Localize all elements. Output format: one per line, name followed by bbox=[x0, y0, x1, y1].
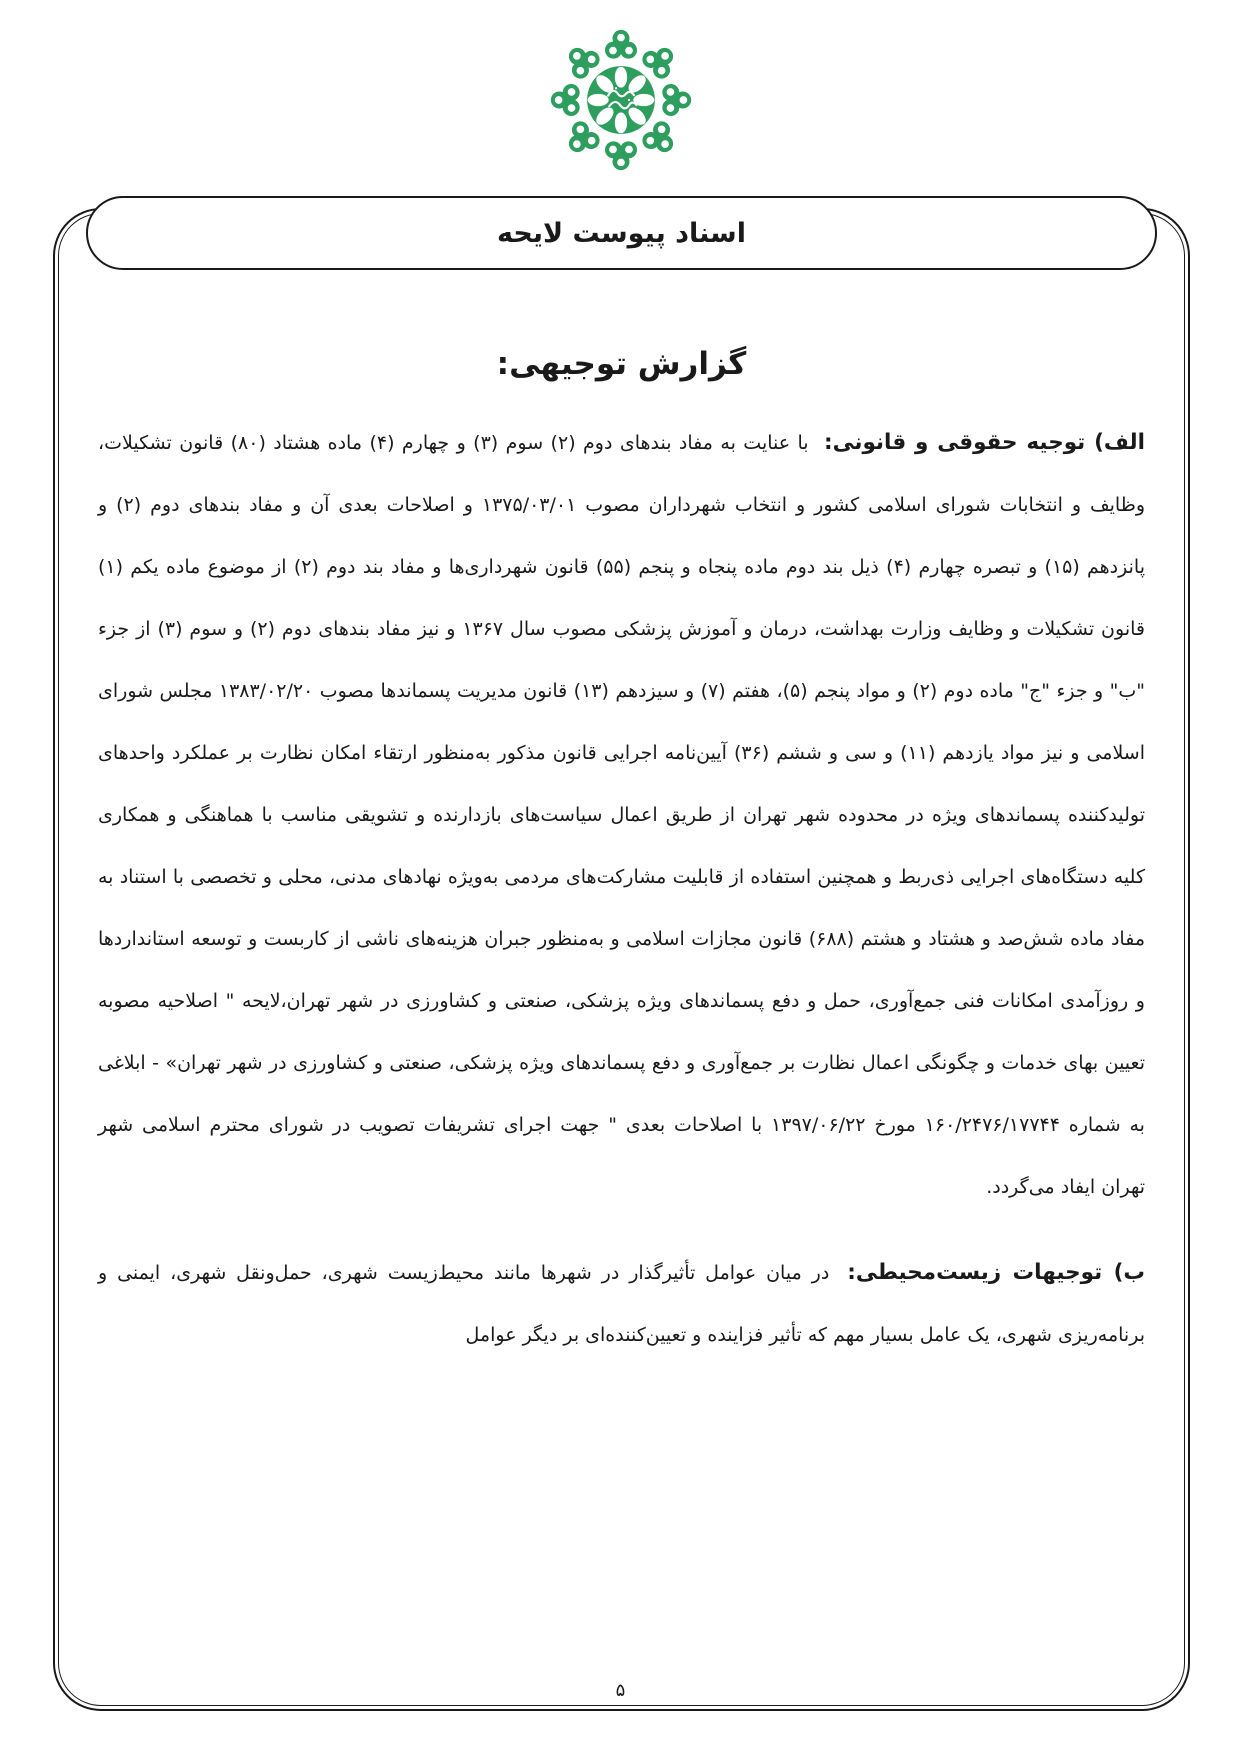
section-a-paragraph bbox=[98, 412, 1145, 1218]
document-content bbox=[53, 208, 1190, 1711]
header-banner bbox=[86, 196, 1157, 270]
page-number: ۵ bbox=[615, 1680, 626, 1701]
tehran-municipality-logo bbox=[547, 26, 695, 174]
section-a-heading: الف) توجیه حقوقی و قانونی: bbox=[824, 430, 1145, 455]
section-b-heading: ب) توجیهات زیست‌محیطی: bbox=[847, 1260, 1146, 1285]
section-b-body: در میان عوامل تأثیرگذار در شهرها مانند محیط‌زیست شهری، حمل‌ونقل شهری، ایمنی و برنامه‌ریزی شهری، یک عامل بسیار مهم که تأثیر فزاینده و تعیین‌کننده‌ای بر دیگر عوامل bbox=[98, 1262, 1145, 1346]
document-title: گزارش توجیهی: bbox=[496, 346, 747, 382]
banner-title: اسناد پیوست لایحه bbox=[497, 217, 746, 249]
section-a-body: با عنایت به مفاد بندهای دوم (۲) سوم (۳) و چهارم (۴) ماده هشتاد (۸۰) قانون تشکیلات، وظایف و انتخابات شورای اسلامی کشور و انتخاب شهرداران مصوب ۱۳۷۵/۰۳/۰۱ و اصلاحات بعدی آن و مفاد بندهای دوم (۲) و پانزدهم (۱۵) و تبصره چهارم (۴) ذیل بند دوم ماده پنجاه و پنجم (۵۵) قانون شهرداری‌ها و مفاد بند دوم (۲) از موضوع ماده یکم (۱) قانون تشکیلات و وظایف وزارت بهداشت، درمان و آموزش پزشکی مصوب سال ۱۳۶۷ و نیز مفاد بندهای دوم (۲) و سوم (۳) از جزء "ب" و جزء "ج" ماده دوم (۲) و مواد پنجم (۵)، هفتم (۷) و سیزدهم (۱۳) قانون مدیریت پسماندها مصوب ۱۳۸۳/۰۲/۲۰ مجلس شورای اسلامی و نیز مواد یازدهم (۱۱) و سی و ششم (۳۶) آیین‌نامه اجرایی قانون مذکور به‌منظور ارتقاء امکان نظارت بر عملکرد واحدهای تولیدکننده پسماندهای ویژه در محدوده شهر تهران از طریق اعمال سیاست‌های بازدارنده و تشویقی مناسب با هماهنگی و همکاری کلیه دستگاه‌های اجرایی ذی‌ربط و همچنین استفاده از قابلیت مشارکت‌های مردمی به‌ویژه نهادهای مدنی، محلی و تخصصی با استناد به مفاد ماده شش‌صد و هشتاد و هشتم (۶۸۸) قانون مجازات اسلامی و به‌منظور جبران هزینه‌های ناشی از کاربست و توسعه استانداردها و روزآمدی امکانات فنی جمع‌آوری، حمل و دفع پسماندهای ویژه پزشکی، صنعتی و کشاورزی در شهر تهران،لایحه " اصلاحیه مصوبه تعیین بهای خدمات و چگونگی اعمال نظارت بر جمع‌آوری و دفع پسماندهای ویژه پزشکی، صنعتی و کشاورزی در شهر تهران» - ابلاغی به شماره ۱۶۰/۲۴۷۶/۱۷۷۴۴ مورخ ۱۳۹۷/۰۶/۲۲ با اصلاحات بعدی " جهت اجرای تشریفات تصویب در شورای محترم اسلامی شهر تهران ایفاد می‌گردد. bbox=[98, 432, 1146, 1198]
tehran-municipality-logo-graphic bbox=[547, 26, 695, 174]
section-b-paragraph bbox=[98, 1242, 1145, 1366]
